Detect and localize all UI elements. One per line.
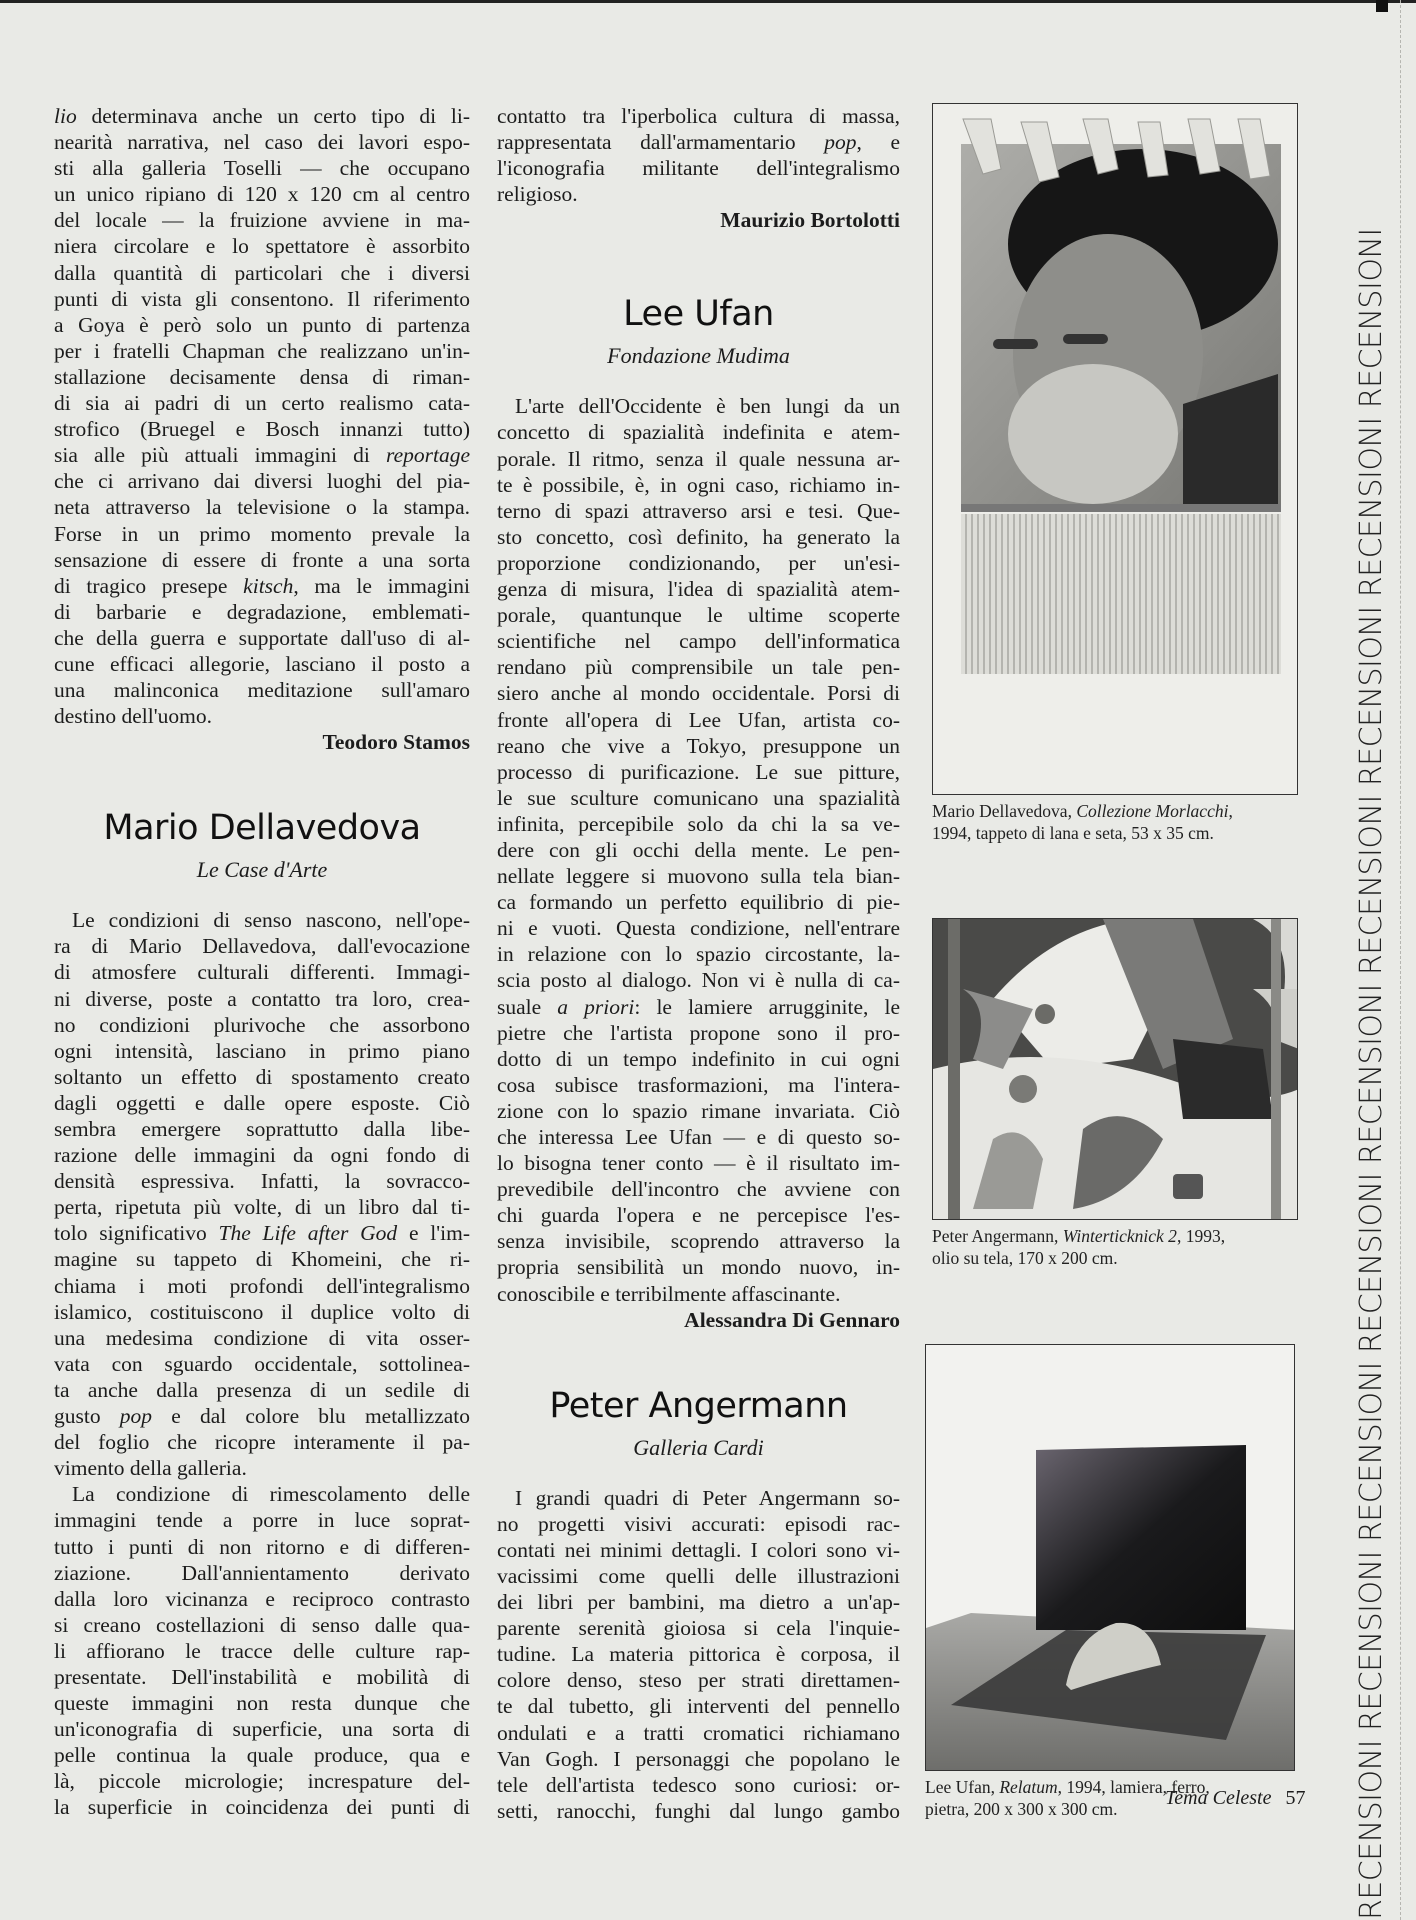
text-line: I grandi quadri di Peter Angermann so- (515, 1485, 900, 1510)
text-line: razione delle immagini da ogni fondo di (54, 1143, 470, 1168)
text-line: parente serenità gioiosa si cela l'inquie- (497, 1616, 900, 1641)
text-line: porale. Il ritmo, senza il quale nessuna ar- (497, 446, 900, 471)
text-line: prevedibile dell'incontro che avviene con (497, 1177, 900, 1202)
text-line: le sue sculture comunicano una spazialità (497, 785, 900, 810)
text-line: propria sensibilità un mondo nuovo, in- (497, 1255, 900, 1280)
text-line: Forse in un primo momento prevale la (54, 521, 470, 546)
text-line: contati nei minimi dettagli. I colori sono vi- (497, 1537, 900, 1562)
text-line: pietre che l'artista propone sono il pro- (497, 1020, 900, 1045)
text-line: tele dell'artista tedesco sono curiosi: or- (497, 1772, 900, 1797)
text-line: per i fratelli Chapman che realizzano un'in- (54, 338, 470, 363)
column-middle (497, 103, 900, 1824)
text-line: di tragico presepe kitsch, ma le immagini (54, 573, 470, 598)
text-line: infinita, percepibile solo da chi la sa ve- (497, 811, 900, 836)
review-body (497, 393, 900, 1306)
text-line: la superficie in coincidenza dei punti di (54, 1795, 470, 1820)
figure-angermann (932, 918, 1298, 1269)
text-line: destino dell'uomo. (54, 704, 212, 729)
text-line: conoscibile e terribilmente affascinante. (497, 1281, 841, 1306)
figure-lee-ufan (925, 1344, 1295, 1820)
review-artist-heading: Lee Ufan (623, 294, 774, 335)
text-line: ni diverse, poste a contatto tra loro, crea- (54, 986, 470, 1011)
column-left (54, 103, 470, 1821)
text-line: rappresentata dall'armamentario pop, e (497, 130, 900, 155)
text-line: dotto di un tempo indefinito in cui ogni (497, 1046, 900, 1071)
text-line: neta attraverso la televisione o la stampa. (54, 495, 470, 520)
text-line: sia alle più attuali immagini di reportage (54, 443, 470, 468)
artwork-image-relatum (925, 1344, 1295, 1771)
text-line: là, piccole micrologie; increspature del- (54, 1769, 470, 1794)
continued-review-text (497, 103, 900, 207)
artwork-title: Winterticknick 2 (1062, 1226, 1177, 1246)
text-line: tutto i punti di non ritorno e di differen- (54, 1534, 470, 1559)
text-line: islamico, costituiscono il duplice volto di (54, 1299, 470, 1324)
text-line: zione con lo spazio rimane invariata. Ciò (497, 1098, 900, 1123)
review-body (497, 1485, 900, 1824)
text-line: sensazione di essere di fronte a una sorta (54, 547, 470, 572)
text-line: Le condizioni di senso nascono, nell'ope- (72, 908, 470, 933)
text-line: te è possibile, è, in ogni caso, richiamo in- (497, 472, 900, 497)
magazine-name: Tema Celeste (1165, 1787, 1272, 1809)
text-line: L'arte dell'Occidente è ben lungi da un (515, 394, 900, 419)
text-line: magine su tappeto di Khomeini, che ri- (54, 1247, 470, 1272)
review-signature: Teodoro Stamos (322, 730, 470, 755)
text-line: ra di Mario Dellavedova, dall'evocazione (54, 934, 470, 959)
text-line: punti di vista gli consentono. Il riferimento (54, 286, 470, 311)
review-venue: Galleria Cardi (633, 1434, 764, 1460)
winter-painting-illustration (933, 919, 1298, 1219)
text-line: che della guerra e supportate dall'uso di al- (54, 625, 470, 650)
text-line: religioso. (497, 182, 578, 207)
text-line: sti alla galleria Toselli — che occupano (54, 156, 470, 181)
review-artist-heading: Peter Angermann (549, 1385, 848, 1426)
text-line: pelle continua la quale produce, qua e (54, 1743, 470, 1768)
text-line: no progetti visivi accurati: episodi rac- (497, 1511, 900, 1536)
text-line: genza di misura, l'idea di spazialità atem- (497, 577, 900, 602)
text-line: contatto tra l'iperbolica cultura di massa, (497, 104, 900, 128)
text-line: lio determinava anche un certo tipo di li- (54, 104, 470, 128)
text-line: a Goya è però solo un punto di partenza (54, 312, 470, 337)
text-line: sembra emergere soprattutto dalla libe- (54, 1117, 470, 1141)
figure-caption: Peter Angermann, Winterticknick 2, 1993, olio su tela, 170 x 200 cm. (932, 1226, 1226, 1268)
text-line: vata con sguardo occidentale, sottolinea- (54, 1351, 470, 1376)
text-line: suale a priori: le lamiere arrugginite, le (497, 994, 900, 1019)
text-line: dei libri per bambini, ma dietro a un'ap- (497, 1590, 900, 1615)
text-line: scia posto al dialogo. Non vi è nulla di ca- (497, 968, 900, 993)
rug-portrait-illustration (933, 104, 1298, 794)
text-line: ca formando un perfetto equilibrio di pie- (497, 890, 900, 915)
section-label-repeated: RECENSIONI RECENSIONI RECENSIONI RECENSIONI RECENSIONI RECENSIONI RECENSIONI RECENSIONI RECENSIONI (1354, 228, 1389, 1920)
text-line: li affiorano le tracce delle culture rap- (54, 1638, 470, 1663)
text-line: sto concetto, così definito, ha generato la (497, 524, 900, 549)
text-line: siero anche al mondo occidentale. Porsi di (497, 681, 900, 706)
text-line: del foglio che ricopre interamente il pa- (54, 1430, 470, 1455)
text-line: processo di purificazione. Le sue pitture, (497, 759, 900, 784)
text-line: dalla loro vicinanza e reciproco contrasto (54, 1586, 470, 1611)
text-line: perta, ripetuta più volte, di un libro dal ti- (54, 1195, 470, 1220)
figure-caption: Mario Dellavedova, Collezione Morlacchi, 1994, tappeto di lana e seta, 53 x 35 cm. (932, 801, 1233, 843)
continued-review-text (54, 103, 470, 729)
figure-caption: Lee Ufan, Relatum, 1994, lamiera, ferro, pietra, 200 x 300 x 300 cm. (925, 1777, 1210, 1819)
figure-dellavedova (932, 103, 1298, 844)
review-signature: Maurizio Bortolotti (720, 208, 900, 233)
text-line: densità espressiva. Infatti, la sovracco- (54, 1169, 470, 1194)
text-line: di sia ai padri di un certo realismo cata- (54, 391, 470, 416)
text-line: cune efficaci allegorie, lasciano il posto a (54, 651, 470, 676)
sidebar-rule (1400, 0, 1402, 1920)
text-line: ondulati e a tratti cromatici richiamano (497, 1720, 900, 1745)
text-line: no condizioni plurivoche che assorbono (54, 1012, 470, 1037)
text-line: tudine. La materia pittorica è corposa, il (497, 1642, 900, 1667)
page-top-edge (0, 0, 1416, 3)
text-line: dagli oggetti e dalle opere esposte. Ciò (54, 1090, 470, 1115)
text-line: fronte all'opera di Lee Ufan, artista co- (497, 707, 900, 732)
text-line: presentate. Dell'instabilità e mobilità di (54, 1664, 470, 1689)
text-line: queste immagini non resta dunque che (54, 1691, 470, 1716)
text-line: senza invisibile, scoprendo attraverso la (497, 1229, 900, 1254)
text-line: lo bisogna tener conto — è il risultato im- (497, 1151, 900, 1176)
text-line: immagini tende a porre in luce soprat- (54, 1508, 470, 1533)
text-line: vimento della galleria. (54, 1456, 247, 1481)
artwork-title: Collezione Morlacchi (1076, 801, 1229, 821)
text-line: La condizione di rimescolamento delle (72, 1482, 470, 1507)
text-line: che ci arrivano dai diversi luoghi del pia- (54, 469, 470, 494)
review-signature: Alessandra Di Gennaro (684, 1307, 900, 1332)
section-sidebar (1336, 0, 1416, 1920)
text-line: una malinconica meditazione sull'amaro (54, 678, 470, 703)
text-line: rendano più comprensibile un tale pen- (497, 655, 900, 680)
text-line: un unico ripiano di 120 x 120 cm al centro (54, 182, 470, 207)
text-line: colore denso, steso per strati direttamen- (497, 1668, 900, 1693)
text-line: nellate leggere si muovono sulla tela bian- (497, 864, 900, 889)
text-line: nearità narrativa, nel caso dei lavori espo- (54, 130, 470, 155)
text-line: di barbarie e degradazione, emblemati- (54, 599, 470, 624)
text-line: chiama i moti profondi dell'integralismo (54, 1273, 470, 1298)
text-line: niera circolare e lo spettatore è assorbito (54, 234, 470, 259)
text-line: dalla quantità di particolari che i diversi (54, 260, 470, 285)
text-line: ta anche dalla presenza di un sedile di (54, 1377, 470, 1402)
text-line: terno di spazi attraverso arsi e tesi. Que- (497, 498, 900, 523)
text-line: di atmosfere culturali differenti. Immagi- (54, 960, 470, 985)
review-artist-heading: Mario Dellavedova (103, 808, 421, 849)
text-line: scientifiche nel campo dell'informatica (497, 629, 900, 654)
text-line: te dal tubetto, gli interventi del pennello (497, 1694, 900, 1719)
page-footer (1165, 1787, 1305, 1810)
review-body (54, 907, 470, 1820)
artwork-title: Relatum (999, 1777, 1058, 1797)
review-venue: Fondazione Mudima (607, 343, 790, 369)
text-line: ogni intensità, lasciano in primo piano (54, 1038, 470, 1063)
text-line: porale, quantunque le ultime scoperte (497, 603, 900, 628)
text-line: stallazione decisamente densa di riman- (54, 364, 470, 389)
text-line: ziazione. Dall'annientamento derivato (54, 1560, 470, 1585)
relatum-sculpture-illustration (926, 1345, 1295, 1770)
text-line: in relazione con lo spazio circostante, la- (497, 942, 900, 967)
text-line: soltanto un effetto di spostamento creato (54, 1064, 470, 1089)
text-line: Van Gogh. I personaggi che popolano le (497, 1746, 900, 1771)
artwork-image-winter-painting (932, 918, 1298, 1220)
text-line: si creano costellazioni di senso dalle qua- (54, 1612, 470, 1637)
text-line: reano che vive a Tokyo, presuppone un (497, 733, 900, 758)
text-line: ni e vuoti. Questa condizione, nell'entrare (497, 916, 900, 941)
text-line: un'iconografia di superficie, una sorta di (54, 1717, 470, 1742)
text-line: l'iconografia militante dell'integralismo (497, 156, 900, 181)
text-line: cosa subisce trasformazioni, ma l'intera- (497, 1072, 900, 1097)
text-line: concetto di spazialità indefinita e atem- (497, 420, 900, 445)
text-line: una medesima condizione di vita osser- (54, 1325, 470, 1350)
artwork-image-rug-portrait (932, 103, 1298, 795)
review-venue: Le Case d'Arte (196, 857, 328, 883)
text-line: dere con gli occhi della mente. Le pen- (497, 837, 900, 862)
text-line: del locale — la fruizione avviene in ma- (54, 208, 470, 233)
text-line: che interessa Lee Ufan — e di questo so- (497, 1125, 900, 1149)
text-line: gusto pop e dal colore blu metallizzato (54, 1404, 470, 1429)
text-line: setti, ranocchi, funghi dal lungo gambo (497, 1798, 900, 1823)
text-line: tolo significativo The Life after God e l'im- (54, 1221, 470, 1246)
page-number: 57 (1285, 1787, 1306, 1809)
text-line: strofico (Bruegel e Bosch innanzi tutto) (54, 417, 470, 442)
text-line: chi guarda l'opera e ne percepisce l'es- (497, 1203, 900, 1228)
text-line: vacissimi come quelli delle illustrazioni (497, 1563, 900, 1588)
text-line: proporzione condizionando, per un'esi- (497, 550, 900, 575)
